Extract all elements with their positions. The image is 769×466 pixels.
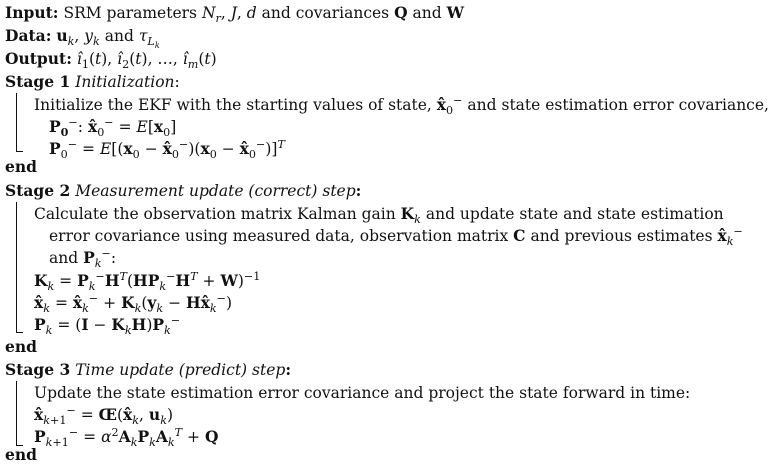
stage-2-eq-2: $x̂_k$ = $x̂_k^- + K_k(y_k$ − $Hx̂_k^-$) — [34, 291, 233, 316]
stage-2-name: Measurement update (correct) step — [75, 182, 356, 200]
stage-3-text: Update the state estimation error covariance and project the state forward in time: — [34, 384, 691, 402]
stage-2-bar — [16, 202, 17, 332]
input-label: Input: — [5, 3, 59, 22]
stage-2-text-2: error covariance using measured data, observation matrix C and previous estimates $x̂_k^-$ — [49, 224, 743, 249]
stage-2-text-3: and $P_k^-$: — [49, 246, 117, 271]
input-and-text: and covariances — [261, 4, 390, 22]
data-and-text: and — [104, 27, 134, 45]
stage-3-eq-2: $P_{k+1}^- = \alpha^2A_kP_kA_k^T + Q$ — [34, 425, 219, 450]
stage-3-end: end — [5, 445, 37, 464]
stage-1-end: end — [5, 157, 37, 176]
stage-3-title: Stage 3 — [5, 360, 71, 379]
stage-1-bar-end — [16, 151, 23, 152]
output-line: Output: $î_1(t)$, $î_2(t)$, …, $î_m(t)$ — [5, 49, 217, 72]
input-line: Input: SRM parameters $N_r$, J, d and covariances Q and W — [5, 3, 465, 26]
stage-2-title: Stage 2 — [5, 181, 71, 200]
stage-2-end: end — [5, 337, 37, 356]
output-label: Output: — [5, 49, 72, 68]
stage-1-bar — [16, 93, 17, 151]
stage-2-eq-3: $P_k = (I - K_kH)P_k^-$ — [34, 313, 181, 338]
stage-1-title: Stage 1 — [5, 72, 71, 91]
stage-2-eq-1: $K_k = P_k^-H^T(HP_k^-H^T + W)^{-1}$ — [34, 269, 261, 294]
stage-2-text-1: Calculate the observation matrix Kalman gain $K_k$ and update state and state estimation — [34, 204, 724, 227]
stage-3-eq-1: $x̂_{k+1}^-$ = $Œ(x̂_k$, $u_k$) — [34, 403, 174, 428]
stage-3-bar — [16, 381, 17, 445]
input-text: SRM parameters — [63, 4, 197, 22]
stage-1-eq-1: $P_0^-$: $x̂_0^- = E[x_0]$ — [49, 115, 177, 140]
stage-1-name: Initialization — [75, 73, 175, 91]
data-label: Data: — [5, 26, 52, 45]
data-line: Data: $u_k$, $y_k$ and $\tau_{L_k}$ — [5, 26, 160, 51]
stage-3-name: Time update (predict) step — [75, 361, 286, 379]
stage-1-eq-2: $P_0^- = E[(x_0$ − $x̂_0^-)(x_0$ − $x̂_0^-)]^T$ — [49, 137, 285, 162]
stage-2-heading: Stage 2 Measurement update (correct) step: — [5, 181, 362, 200]
stage-1-text: Initialize the EKF with the starting values of state, $x̂_0^-$ and state estimation error covariance, — [34, 93, 769, 118]
stage-1-heading: Stage 1 Initialization: — [5, 72, 180, 91]
stage-2-bar-end — [16, 332, 23, 333]
stage-3-heading: Stage 3 Time update (predict) step: — [5, 360, 292, 379]
